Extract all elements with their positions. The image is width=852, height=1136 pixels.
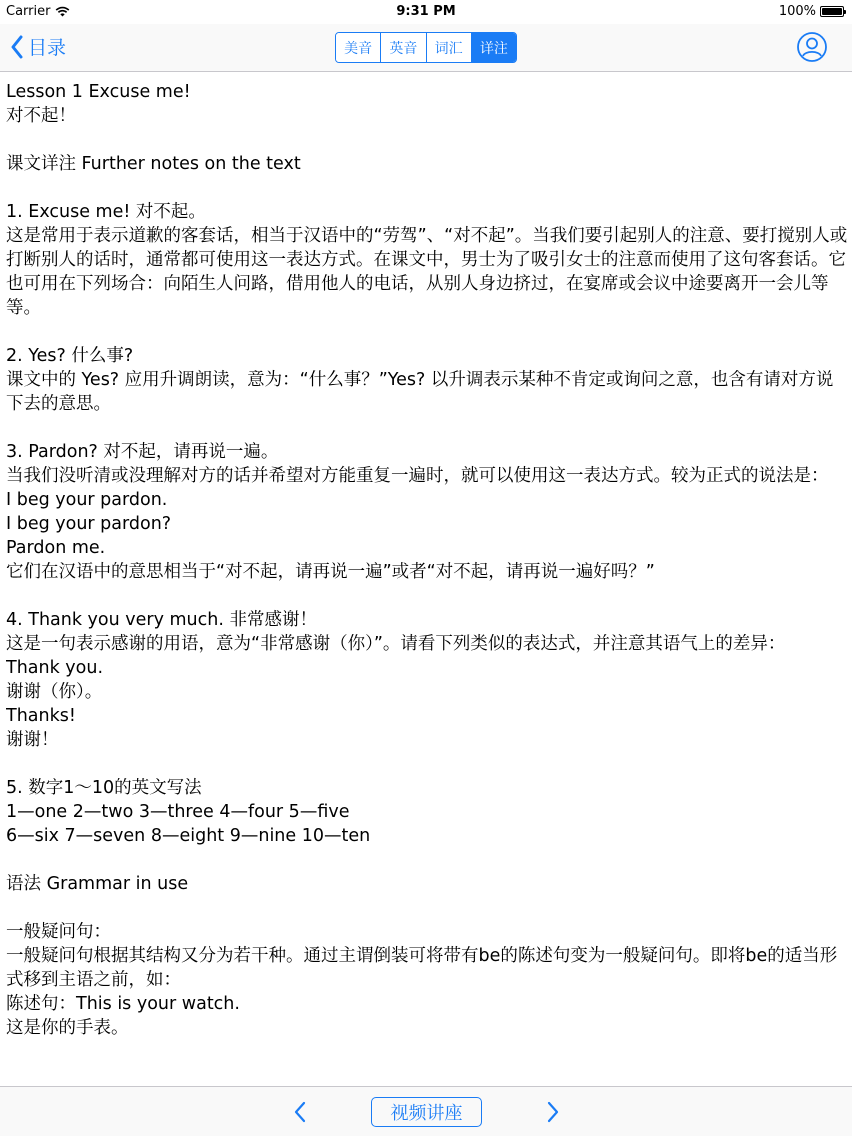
text-line: 这是常用于表示道歉的客套话，相当于汉语中的“劳驾”、“对不起”。当我们要引起别人的注意、要打搅别人或打断别人的话时，通常都可使用这一表达方式。在课文中，男士为了吸引女士的注意而使用了这句客套话。它也可用在下列场合：向陌生人问路，借用他人的电话，从别人身边挤过，在宴席或会议中途要离开一会儿等等。 — [6, 226, 848, 318]
text-line: Lesson 1 Excuse me! — [6, 82, 191, 102]
blank-line — [6, 752, 848, 776]
segment-british-audio[interactable]: 英音 — [381, 33, 426, 62]
text-line: 语法 Grammar in use — [6, 874, 189, 894]
text-line: 1. Excuse me! 对不起。 — [6, 202, 206, 222]
battery-status — [779, 4, 844, 19]
status-time: 9:31 PM — [396, 4, 456, 19]
bottom-toolbar — [0, 1086, 852, 1136]
next-lesson-button[interactable] — [540, 1099, 564, 1125]
text-line: 1—one 2—two 3—three 4—four 5—five — [6, 802, 350, 822]
text-line: 这是你的手表。 — [6, 1018, 129, 1038]
battery-icon — [820, 6, 844, 17]
profile-button[interactable] — [796, 31, 828, 63]
text-line: 对不起！ — [6, 106, 76, 126]
blank-line — [6, 848, 848, 872]
status-bar — [0, 0, 852, 24]
text-line: 2. Yes? 什么事? — [6, 346, 134, 366]
chevron-left-icon — [10, 35, 24, 59]
text-line: 一般疑问句根据其结构又分为若干种。通过主谓倒装可将带有be的陈述句变为一般疑问句。即将be的适当形式移到主语之前，如： — [6, 946, 838, 990]
text-line: 5. 数字1～10的英文写法 — [6, 778, 202, 798]
blank-line — [6, 320, 848, 344]
segment-vocabulary[interactable]: 词汇 — [427, 33, 472, 62]
text-line: 陈述句：This is your watch. — [6, 994, 240, 1014]
blank-line — [6, 416, 848, 440]
text-line: 当我们没听清或没理解对方的话并希望对方能重复一遍时，就可以使用这一表达方式。较为正式的说法是： — [6, 466, 829, 486]
battery-percent: 100% — [778, 4, 816, 19]
chevron-right-icon — [540, 1099, 564, 1125]
back-to-contents-button[interactable] — [10, 33, 66, 60]
text-line: 6—six 7—seven 8—eight 9—nine 10—ten — [6, 826, 371, 846]
text-line: 一般疑问句： — [6, 922, 111, 942]
text-line: 课文中的 Yes? 应用升调朗读，意为：“什么事？”Yes? 以升调表示某种不肯定或询问之意，也含有请对方说下去的意思。 — [6, 370, 834, 414]
text-line: 它们在汉语中的意思相当于“对不起，请再说一遍”或者“对不起，请再说一遍好吗？” — [6, 562, 655, 582]
text-line: 课文详注 Further notes on the text — [6, 154, 301, 174]
blank-line — [6, 128, 848, 152]
segment-american-audio[interactable]: 美音 — [336, 33, 381, 62]
text-line: Thank you. — [6, 658, 104, 678]
text-line: Thanks! — [6, 706, 76, 726]
blank-line — [6, 896, 848, 920]
back-label: 目录 — [28, 37, 67, 59]
previous-lesson-button[interactable] — [289, 1099, 313, 1125]
segment-detailed-notes[interactable]: 详注 — [472, 33, 516, 62]
text-line: Pardon me. — [6, 538, 106, 558]
carrier-label: Carrier — [6, 4, 51, 19]
text-line: 谢谢（你）。 — [6, 682, 103, 702]
chevron-left-icon — [289, 1099, 313, 1125]
text-line: I beg your pardon? — [6, 514, 172, 534]
blank-line — [6, 176, 848, 200]
text-line: 3. Pardon? 对不起，请再说一遍。 — [6, 442, 279, 462]
video-lecture-button[interactable]: 视频讲座 — [371, 1097, 482, 1127]
lesson-notes-text[interactable] — [6, 80, 848, 1086]
text-line: 谢谢！ — [6, 730, 59, 750]
user-profile-icon — [796, 31, 828, 63]
blank-line — [6, 584, 848, 608]
text-line: 这是一句表示感谢的用语，意为“非常感谢（你）”。请看下列类似的表达式，并注意其语气上的差异： — [6, 634, 786, 654]
navigation-bar — [0, 24, 852, 72]
text-line: I beg your pardon. — [6, 490, 168, 510]
audio-mode-segmented-control — [335, 32, 517, 63]
text-line: 4. Thank you very much. 非常感谢！ — [6, 610, 317, 630]
